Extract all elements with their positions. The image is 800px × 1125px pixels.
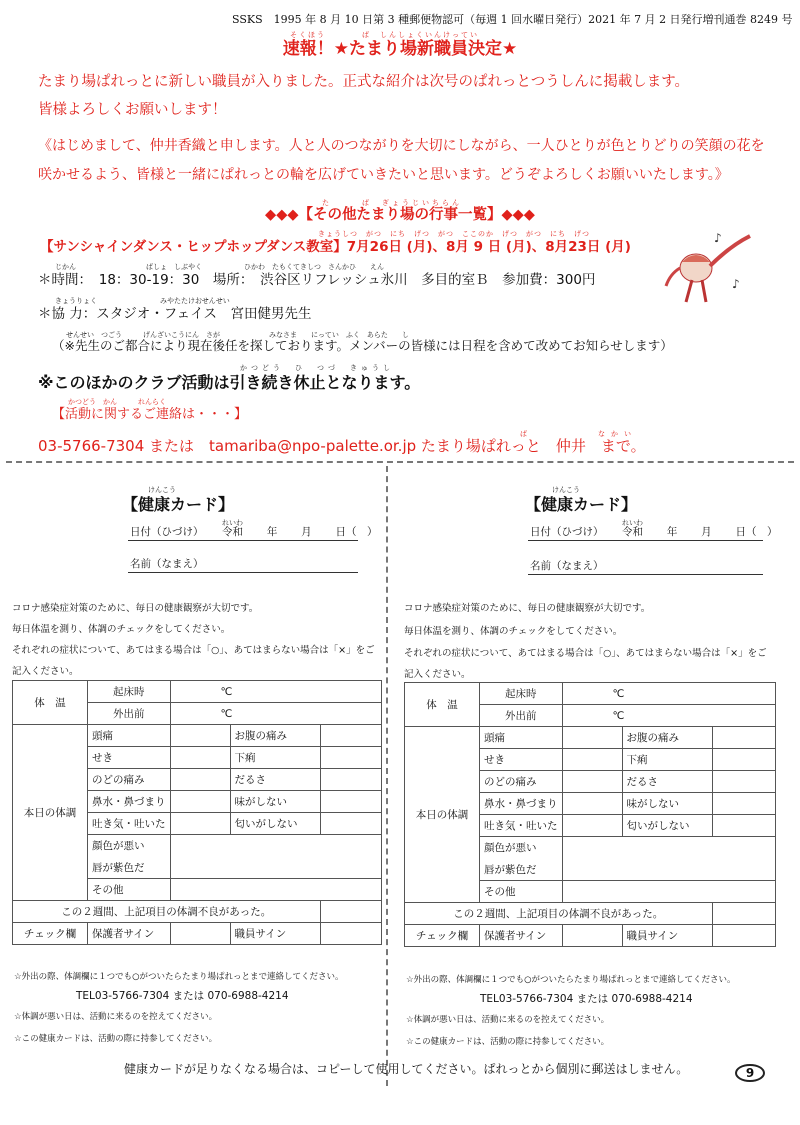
card-title: 【健康カード】 [525,495,638,514]
contact-tel: TEL03-5766-7304 または 070-6988-4214 [76,990,289,1002]
page-number: 9 [735,1064,765,1082]
date-underline [528,540,763,541]
coop-line-ruby: きょうりょく みやたたけおせんせい [55,297,230,305]
intro-3: それぞれの症状について、あてはまる場合は「○」、あてはまらない場合は「×」をご [12,645,375,656]
symptom-label: 頭痛 [480,727,563,749]
foot-note-2: ☆体調が悪い日は、活動に来るのを控えてください。 [406,1015,610,1025]
card-title-ruby: けんこう [148,486,176,494]
other-input[interactable] [562,881,776,903]
cut-line-vertical [386,466,388,1086]
symptom-label: のどの痛み [480,771,563,793]
symptom-label: 下痢 [622,749,712,771]
svg-text:♪: ♪ [714,231,722,245]
name-label: 名前（なまえ） [130,558,204,570]
two-weeks-check[interactable] [320,901,382,923]
guardian-sign-label: 保護者サイン [88,923,171,945]
symptom-label: せき [480,749,563,771]
symptom-label: せき [88,747,171,769]
symptom-check[interactable] [712,793,776,815]
coop-line: ＊協 力：スタジオ・フェイス 宮田健男先生 [38,306,312,322]
condition-label: 本日の体調 [405,727,480,903]
check-label: チェック欄 [405,925,480,947]
symptom-check[interactable] [320,725,382,747]
time-line: ＊時間： 18：30-19：30 場所： 渋谷区リフレッシュ氷川 多目的室Ｂ 参加費：300円 [38,272,596,288]
clubs-notice-ruby: かつどう ひ つづ きゅうし [240,364,394,372]
news-paragraph-1: たまり場ぱれっとに新しい職員が入りました。正式な紹介は次号のぱれっとつうしんに掲載します。 [38,74,690,90]
symptom-check[interactable] [712,749,776,771]
two-weeks-check[interactable] [712,903,776,925]
symptom-check[interactable] [170,835,382,879]
news-paragraph-4: 咲かせるよう、皆様と一緒にぱれっとの輪を広げていきたいと思います。どうぞよろしくお願いいたします。》 [38,167,729,183]
before-out-label: 外出前 [88,703,171,725]
symptom-check[interactable] [170,769,230,791]
temp-label: 体 温 [405,683,480,727]
health-table [404,682,776,947]
date-label: 日付（ひづけ） [130,526,204,538]
teacher-note: （※先生のご都合により現在後任を探しております。メンバーの皆様には日程を含めて改めてお知らせします） [52,338,673,353]
symptom-check[interactable] [170,725,230,747]
guardian-sign-field[interactable] [562,925,622,947]
condition-label: 本日の体調 [13,725,88,901]
before-out-temp-input[interactable]: ℃ [170,703,382,725]
issue-header: SSKS 1995 年 8 月 10 日第 3 種郵便物認可（毎週 1 回水曜日発行）2021 年 7 月 2 日発行増刊通巻 8249 号 [232,13,793,26]
date-field[interactable]: 令和 年 月 日（ ） [622,526,778,538]
date-ruby: れいわ [622,519,643,527]
card-title-ruby: けんこう [552,486,580,494]
name-label: 名前（なまえ） [530,560,604,572]
contact-line: 03-5766-7304 または tamariba@npo-palette.or.jp たまり場ぱれっと 仲井 まで。 [38,437,646,455]
symptom-check[interactable] [562,749,622,771]
contact-heading: 【活動に関するご連絡は・・・】 [52,407,248,422]
symptom-label: 味がしない [230,791,320,813]
symptom-label: 顔色が悪い [480,837,563,859]
staff-sign-field[interactable] [320,923,382,945]
svg-text:♪: ♪ [732,277,740,291]
symptom-label: 唇が紫色だ [480,859,563,881]
intro-1: コロナ感染症対策のために、毎日の健康観察が大切です。 [404,603,651,614]
foot-note-1: ☆外出の際、体調欄に１つでも○がついたらたまり場ぱれっとまで連絡してください。 [406,975,736,985]
symptom-check[interactable] [712,727,776,749]
intro-1: コロナ感染症対策のために、毎日の健康観察が大切です。 [12,603,259,614]
symptom-check[interactable] [562,727,622,749]
health-table [12,680,382,945]
intro-2: 毎日体温を測り、体調のチェックをしてください。 [404,626,623,637]
symptom-check[interactable] [320,747,382,769]
news-paragraph-2: 皆様よろしくお願いします！ [38,102,227,118]
two-weeks-label: この２週間、上記項目の体調不良があった。 [13,901,321,923]
wake-label: 起床時 [88,681,171,703]
foot-note-1: ☆外出の際、体調欄に１つでも○がついたらたまり場ぱれっとまで連絡してください。 [14,972,344,982]
symptom-check[interactable] [712,815,776,837]
symptom-check[interactable] [712,771,776,793]
symptom-check[interactable] [562,815,622,837]
symptom-label: 頭痛 [88,725,171,747]
wake-label: 起床時 [480,683,563,705]
intro-4: 記入ください。 [404,669,471,680]
staff-sign-label: 職員サイン [230,923,320,945]
dance-title-ruby: きょうしつ がつ にち げつ がつ ここのか げつ がつ にち げつ [318,230,590,238]
symptom-label: 顔色が悪い [88,835,171,857]
foot-note-3: ☆この健康カードは、活動の際に持参してください。 [14,1034,218,1044]
time-line-ruby: じかん ばしょ しぶやく ひかわ たもくてきしつ さんかひ えん [55,263,384,271]
wake-temp-input[interactable]: ℃ [170,681,382,703]
symptom-check[interactable] [170,791,230,813]
staff-sign-field[interactable] [712,925,776,947]
symptom-label: 匂いがしない [230,813,320,835]
intro-2: 毎日体温を測り、体調のチェックをしてください。 [12,624,231,635]
symptom-check[interactable] [320,769,382,791]
symptom-label: 吐き気・吐いた [480,815,563,837]
news-paragraph-3: 《はじめまして、仲井香織と申します。人と人のつながりを大切にしながら、一人ひとりが色とりどりの笑顔の花を [38,138,765,154]
before-out-temp-input[interactable]: ℃ [562,705,776,727]
other-input[interactable] [170,879,382,901]
cut-line-horizontal [6,461,794,463]
symptom-label: 下痢 [230,747,320,769]
events-heading: ◆◆◆【その他たまり場の行事一覧】◆◆◆ [265,207,535,223]
date-ruby: れいわ [222,519,243,527]
symptom-label: のどの痛み [88,769,171,791]
symptom-check[interactable] [562,771,622,793]
symptom-label: だるさ [622,771,712,793]
foot-note-2: ☆体調が悪い日は、活動に来るのを控えてください。 [14,1012,218,1022]
symptom-label: 鼻水・鼻づまり [480,793,563,815]
symptom-label: お腹の痛み [230,725,320,747]
contact-heading-ruby: かつどう かん れんらく [68,398,166,406]
contact-line-ruby: ば なかい [520,430,637,438]
symptom-label: 吐き気・吐いた [88,813,171,835]
foot-note-3: ☆この健康カードは、活動の際に持参してください。 [406,1037,610,1047]
clubs-notice: ※このほかのクラブ活動は引き続き休止となります。 [38,373,421,392]
symptom-label: 鼻水・鼻づまり [88,791,171,813]
news-headline-ruby: そくほう ば しんしょくいんけってい [290,31,479,39]
guardian-sign-field[interactable] [170,923,230,945]
symptom-check[interactable] [320,791,382,813]
symptom-label: その他 [88,879,171,901]
two-weeks-label: この２週間、上記項目の体調不良があった。 [405,903,713,925]
card-title: 【健康カード】 [122,495,235,514]
date-label: 日付（ひづけ） [530,526,604,538]
dancer-illustration [662,228,752,308]
temp-label: 体 温 [13,681,88,725]
symptom-label: その他 [480,881,563,903]
before-out-label: 外出前 [480,705,563,727]
teacher-note-ruby: せんせい つごう げんざいこうにん さが みなさま にってい ふく あらた し [66,331,409,339]
wake-temp-input[interactable]: ℃ [562,683,776,705]
symptom-label: だるさ [230,769,320,791]
symptom-check[interactable] [562,837,776,881]
name-field[interactable] [128,572,358,573]
symptom-check[interactable] [170,813,230,835]
name-field[interactable] [528,574,763,575]
symptom-check[interactable] [562,793,622,815]
guardian-sign-label: 保護者サイン [480,925,563,947]
date-underline [128,540,358,541]
news-headline: 速報！★たまり場新職員決定★ [282,39,518,59]
intro-4: 記入ください。 [12,666,79,677]
symptom-label: お腹の痛み [622,727,712,749]
events-heading-ruby: た ば ぎょうじいちらん [322,199,462,207]
symptom-check[interactable] [170,747,230,769]
staff-sign-label: 職員サイン [622,925,712,947]
date-field[interactable]: 令和 年 月 日（ ） [222,526,378,538]
symptom-check[interactable] [320,813,382,835]
symptom-label: 唇が紫色だ [88,857,171,879]
bottom-note: 健康カードが足りなくなる場合は、コピーして使用してください。ぱれっとから個別に郵送はしません。 [124,1062,689,1076]
contact-tel: TEL03-5766-7304 または 070-6988-4214 [480,993,693,1005]
symptom-label: 匂いがしない [622,815,712,837]
check-label: チェック欄 [13,923,88,945]
intro-3: それぞれの症状について、あてはまる場合は「○」、あてはまらない場合は「×」をご [404,648,767,659]
dance-title: 【サンシャインダンス・ヒップホップダンス教室】7月26日 (月)、8月 9 日 (月)、8月23日 (月) [40,239,631,255]
symptom-label: 味がしない [622,793,712,815]
